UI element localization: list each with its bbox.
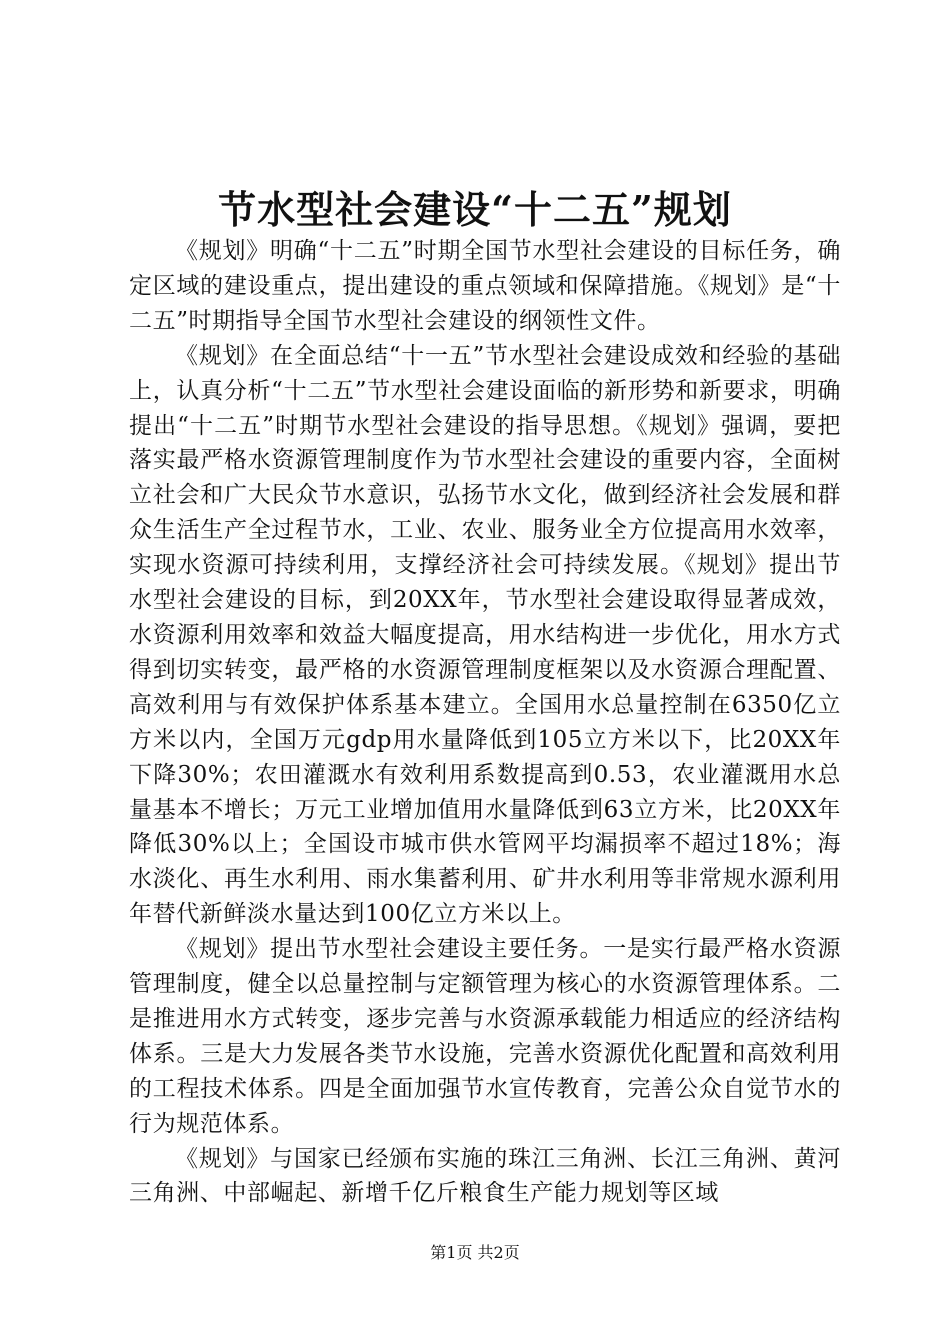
paragraph: 《规划》提出节水型社会建设主要任务。一是实行最严格水资源管理制度，健全以总量控制与定额管理为核心的水资源管理体系。二是推进用水方式转变，逐步完善与水资源承载能力相适应的经济结构体系。三是大力发展各类节水设施，完善水资源优化配置和高效利用的工程技术体系。四是全面加强节水宣传教育，完善公众自觉节水的行为规范体系。 bbox=[129, 936, 841, 1137]
paragraph: 《规划》明确“十二五”时期全国节水型社会建设的目标任务，确定区域的建设重点，提出建设的重点领域和保障措施。《规划》是“十二五”时期指导全国节水型社会建设的纲领性文件。 bbox=[129, 238, 841, 334]
document-title: 节水型社会建设“十二五”规划 bbox=[218, 187, 732, 232]
paragraph: 《规划》与国家已经颁布实施的珠江三角洲、长江三角洲、黄河三角洲、中部崛起、新增千亿斤粮食生产能力规划等区域 bbox=[129, 1145, 841, 1207]
document-body bbox=[129, 234, 841, 1211]
page-number-footer: 第1页 共2页 bbox=[430, 1243, 520, 1262]
paragraph: 《规划》在全面总结“十一五”节水型社会建设成效和经验的基础上，认真分析“十二五”节水型社会建设面临的新形势和新要求，明确提出“十二五”时期节水型社会建设的指导思想。《规划》强调，要把落实最严格水资源管理制度作为节水型社会建设的重要内容，全面树立社会和广大民众节水意识，弘扬节水文化，做到经济社会发展和群众生活生产全过程节水，工业、农业、服务业全方位提高用水效率，实现水资源可持续利用，支撑经济社会可持续发展。《规划》提出节水型社会建设的目标，到20XX年，节水型社会建设取得显著成效，水资源利用效率和效益大幅度提高，用水结构进一步优化，用水方式得到切实转变，最严格的水资源管理制度框架以及水资源合理配置、高效利用与有效保护体系基本建立。全国用水总量控制在6350亿立方米以内，全国万元gdp用水量降低到105立方米以下，比20XX年下降30%；农田灌溉水有效利用系数提高到0.53，农业灌溉用水总量基本不增长；万元工业增加值用水量降低到63立方米，比20XX年降低30%以上；全国设市城市供水管网平均漏损率不超过18%；海水淡化、再生水利用、雨水集蓄利用、矿井水利用等非常规水源利用年替代新鲜淡水量达到100亿立方米以上。 bbox=[129, 342, 841, 928]
